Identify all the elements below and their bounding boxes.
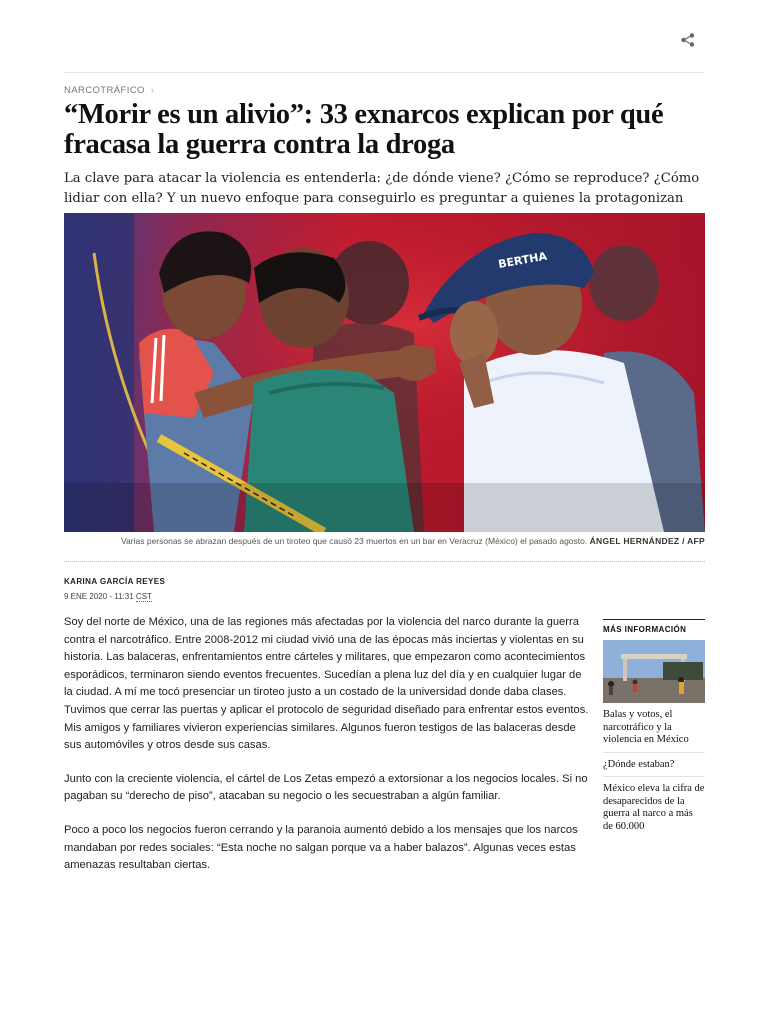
share-icon xyxy=(678,30,698,50)
more-info-sidebar xyxy=(603,619,705,842)
sidebar-item-balas-y-votos[interactable]: Balas y votos, el narcotráfico y la violencia en México xyxy=(603,707,705,753)
author-link[interactable]: KARINA GARCÍA REYES xyxy=(64,577,166,586)
sidebar-item-desaparecidos[interactable]: México eleva la cifra de desaparecidos de la guerra al narco a más de 60.000 xyxy=(603,783,705,832)
article-body xyxy=(64,614,589,891)
paragraph: Junto con la creciente violencia, el cártel de Los Zetas empezó a extorsionar a los negocios locales. Si no pagaban su “derecho de piso”, atacaban su negocio o les secuestraban a algún familiar. xyxy=(64,772,588,803)
article-photo xyxy=(64,213,705,532)
share-button[interactable] xyxy=(678,30,698,50)
article-subtitle: La clave para atacar la violencia es entenderla: ¿de dónde viene? ¿Cómo se reproduce? ¿Cómo lidiar con ella? Y un nuevo enfoque para conseguirlo es preguntar a quienes la protagonizan xyxy=(64,171,700,206)
paragraph: Soy del norte de México, una de las regiones más afectadas por la violencia del narco durante la guerra contra el narcotráfico. Entre 2008-2012 mi ciudad vivió una de las épocas más inciertas y violentas en su historia. Las balaceras, enfrentamientos entre cárteles y militares, que empezaron como acontecimientos esporádicos, terminaron siendo eventos frecuentes. Sucedían a plena luz del día y en cualquier lugar de la ciudad. A mí me tocó presenciar un tiroteo justo a un costado de la universidad donde daba clases. Tuvimos que cerrar las puertas y aplicar el protocolo de seguridad diseñado para enfrentar estos eventos. Mis amigos y familiares vivieron experiencias similares. Algunos fueron testigos de las balaceras desde sus automóviles y otros desde sus casas. xyxy=(64,616,589,752)
cap-logo-text: BERTHA xyxy=(497,249,548,271)
photo-caption xyxy=(64,536,705,547)
caption-divider xyxy=(64,561,705,562)
sidebar-rule xyxy=(603,619,705,620)
publish-date xyxy=(64,592,152,601)
photo-credit: ÁNGEL HERNÁNDEZ / AFP xyxy=(589,536,705,546)
sidebar-item-donde-estaban[interactable]: ¿Dónde estaban? xyxy=(603,757,705,778)
header-divider xyxy=(64,72,705,73)
article-title: “Morir es un alivio”: 33 exnarcos explican por qué fracasa la guerra contra la droga xyxy=(64,99,664,160)
caption-text: Varias personas se abrazan después de un tiroteo que causó 23 muertos en un bar en Veracruz (México) el pasado agosto. xyxy=(121,536,588,546)
paragraph: Poco a poco los negocios fueron cerrando y la paranoia aumentó debido a los mensajes que los narcos mandaban por redes sociales: “Esta noche no salgan porque va a haber balazos”. Algunas veces estas amenazas resultaban ciertas. xyxy=(64,823,578,872)
section-label: NARCOTRÁFICO xyxy=(64,85,145,96)
chevron-right-icon: › xyxy=(150,85,155,95)
sidebar-thumbnail[interactable] xyxy=(603,640,705,703)
timezone-label: CST xyxy=(135,592,152,601)
date-text: 9 ENE 2020 - 11:31 xyxy=(64,592,134,601)
section-link[interactable] xyxy=(64,85,154,96)
sidebar-heading: MÁS INFORMACIÓN xyxy=(603,625,687,634)
